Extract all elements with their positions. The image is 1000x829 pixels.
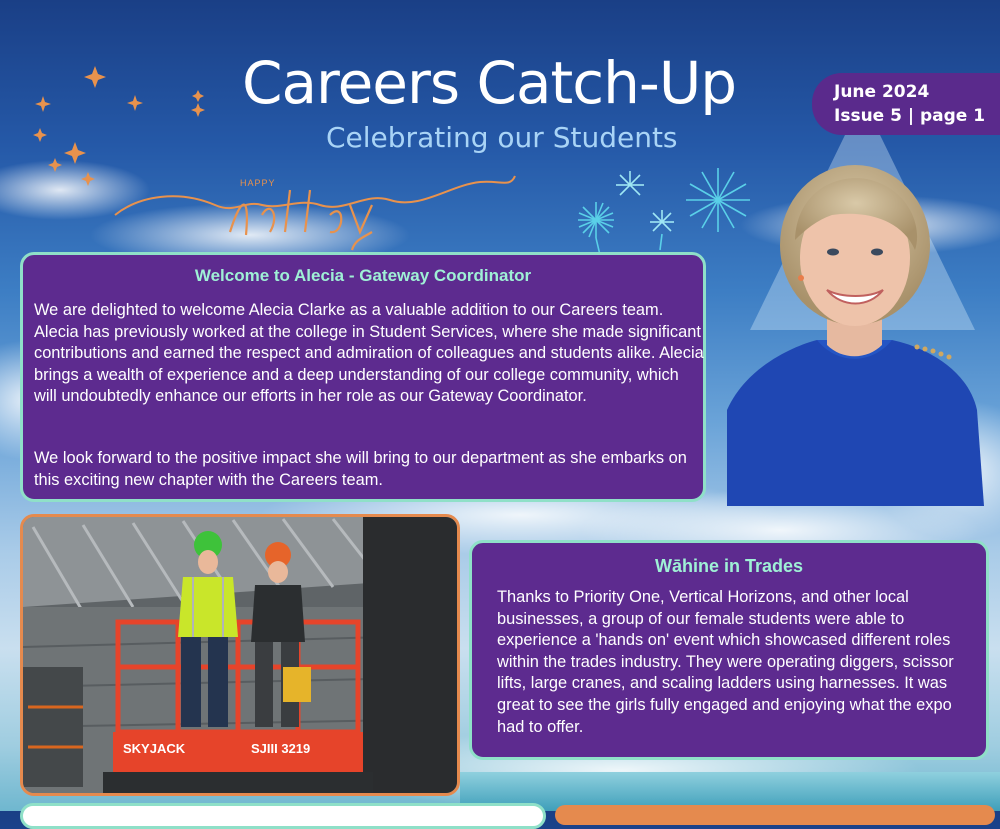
next-panel-edge <box>20 803 546 829</box>
next-photo-edge <box>555 805 995 825</box>
svg-text:SKYJACK: SKYJACK <box>123 741 186 756</box>
welcome-paragraph-2: We look forward to the positive impact she will bring to our department as she embarks on this exciting new chapter with the Careers team. <box>34 449 687 489</box>
issue-date: June 2024 <box>834 82 930 102</box>
sparkle-stars-icon <box>33 66 205 186</box>
welcome-heading: Welcome to Alecia - Gateway Coordinator <box>194 266 532 285</box>
fireworks-icon <box>578 168 750 255</box>
svg-text:SJIII 3219: SJIII 3219 <box>251 741 311 756</box>
svg-text:HAPPY: HAPPY <box>240 178 276 188</box>
trades-panel <box>469 540 989 760</box>
newsletter-subtitle: Celebrating our Students <box>326 121 678 154</box>
welcome-paragraph-1: We are delighted to welcome Alecia Clarke as a valuable addition to our Careers team. Alecia has previously worked at the college in Student Services, where she made significant contributions and earned the respect and admiration of colleagues and students alike. Alecia brings a wealth of experience and a deep understanding of our college community, which will undoubtedly enhance our efforts in her role as our Gateway Coordinator. <box>34 301 704 406</box>
trades-paragraph: Thanks to Priority One, Vertical Horizons, and other local businesses, a group of our female students were able to experience a 'hands on' event which showcased different roles within the trades industry. They were operating diggers, scissor lifts, large cranes, and scaling ladders using harnesses. It was great to see the girls fully engaged and enjoying what the expo had to offer. <box>497 588 954 736</box>
portrait-photo <box>727 140 984 506</box>
trades-heading: Wāhine in Trades <box>654 556 804 576</box>
welcome-panel <box>20 252 706 502</box>
issue-tab <box>812 73 1000 135</box>
newsletter-title: Careers Catch-Up <box>242 49 737 117</box>
trades-photo <box>20 514 460 796</box>
issue-page: Issue 5 | page 1 <box>834 106 986 126</box>
